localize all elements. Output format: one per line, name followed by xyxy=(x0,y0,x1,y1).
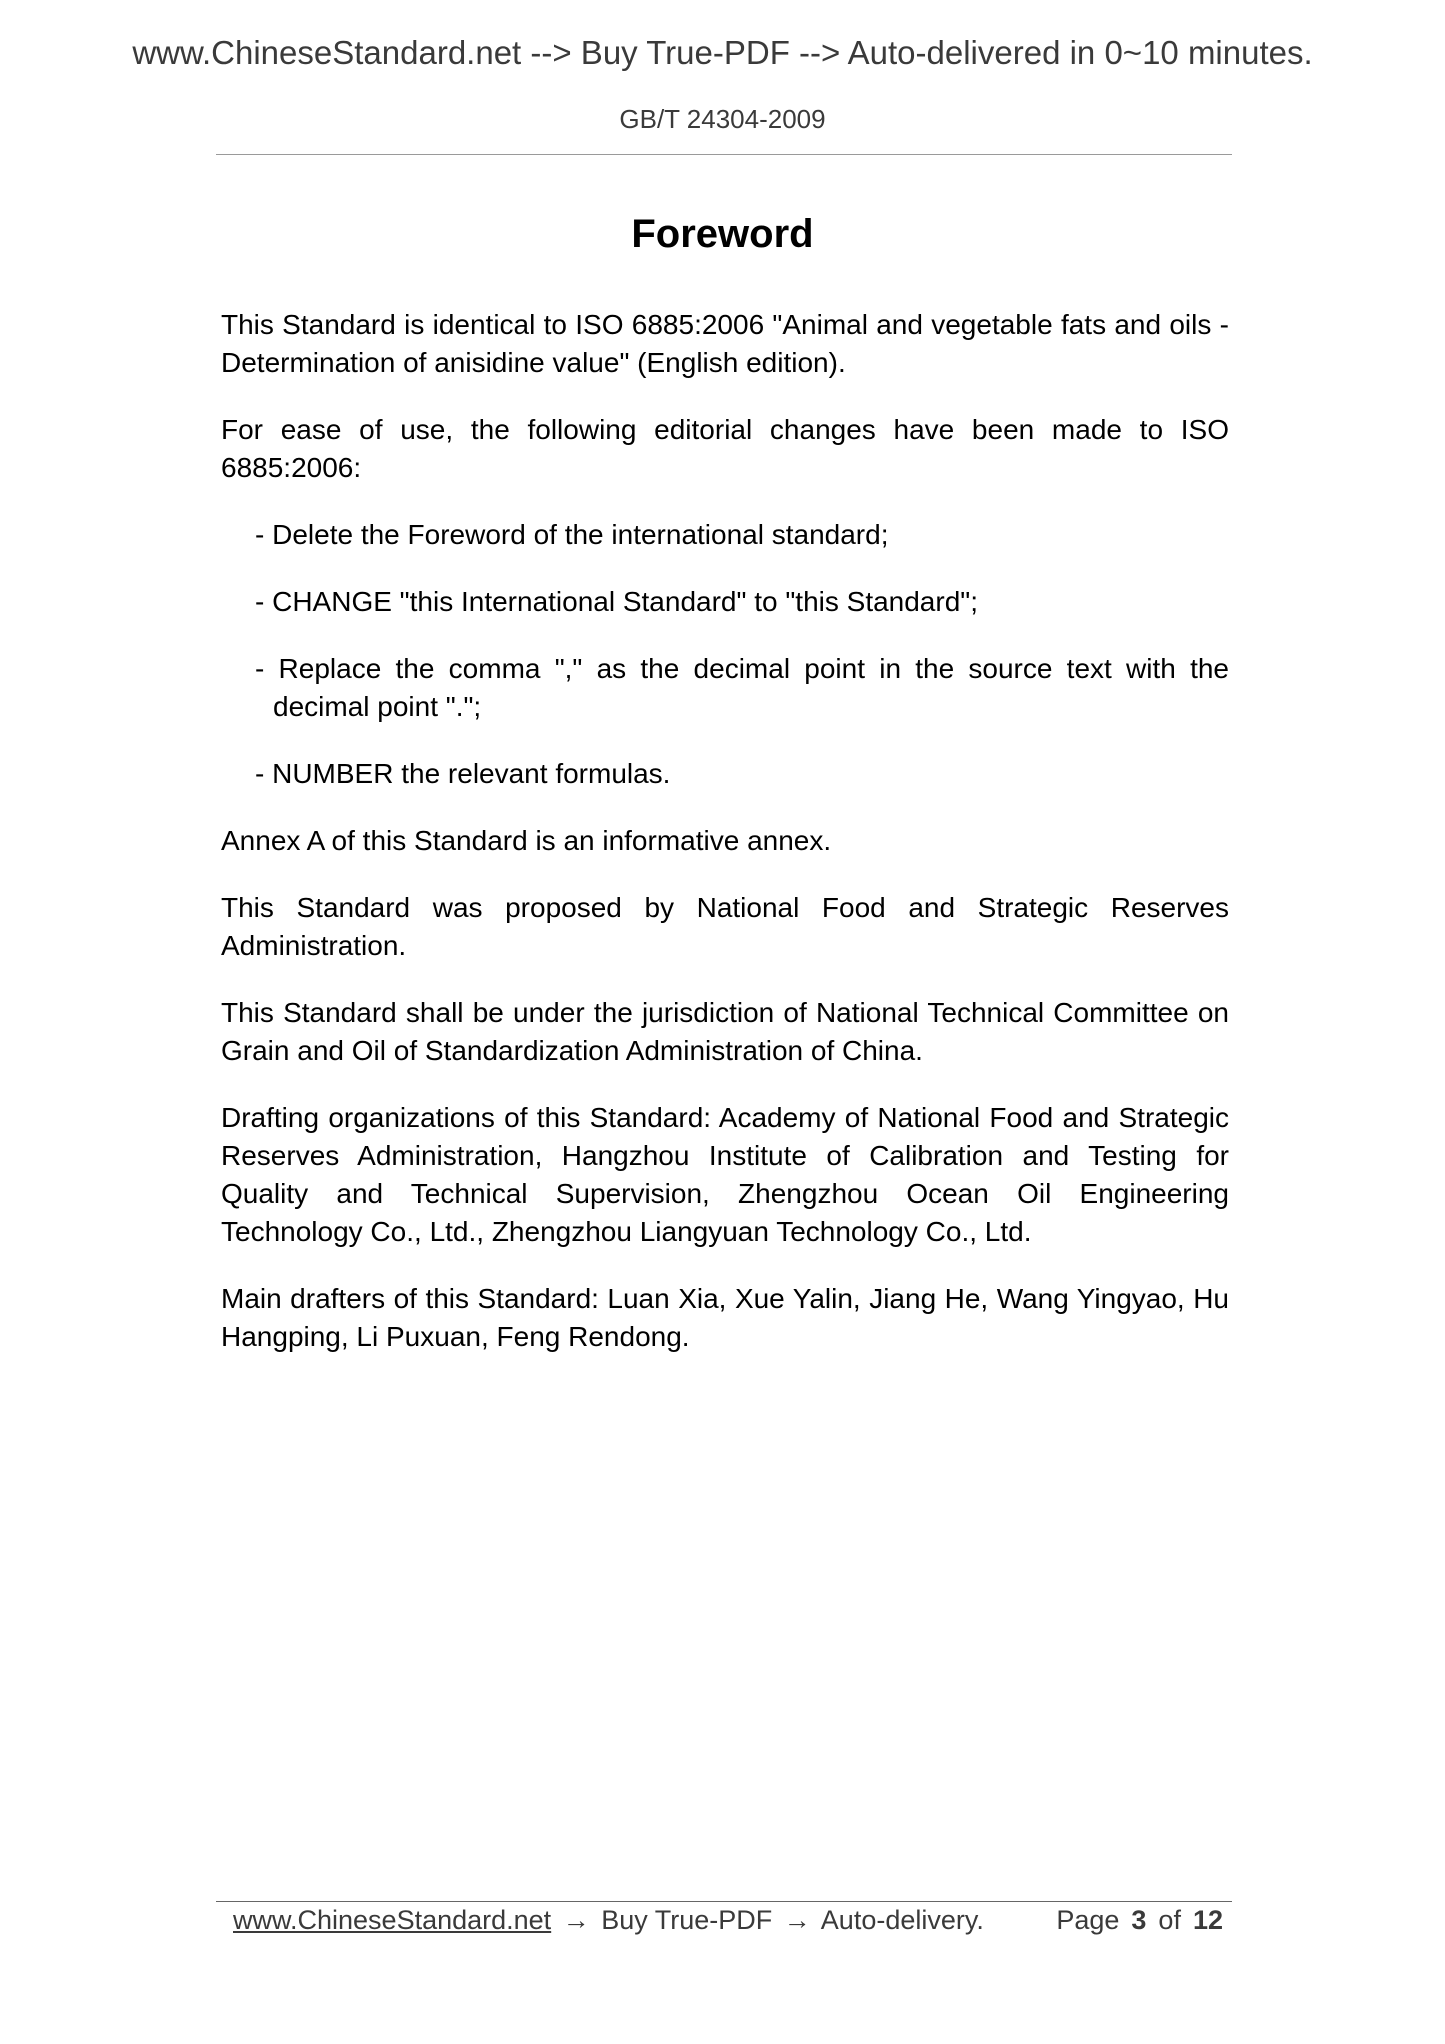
footer-buy-text: Buy True-PDF xyxy=(601,1905,773,1935)
list-item: - Delete the Foreword of the international standard; xyxy=(255,519,889,550)
paragraph-proposed-by: This Standard was proposed by National Food and Strategic Reserves Administration. xyxy=(221,892,1229,961)
footer-promo xyxy=(233,1905,984,1936)
top-banner: www.ChineseStandard.net --> Buy True-PDF --> Auto-delivered in 0~10 minutes. xyxy=(132,34,1313,71)
list-item: - Replace the comma "," as the decimal point in the source text with the decimal point "."; xyxy=(255,653,1229,722)
paragraph-jurisdiction: This Standard shall be under the jurisdiction of National Technical Committee on Grain and Oil of Standardization Administration of China. xyxy=(221,997,1229,1066)
paragraph-drafting-organizations: Drafting organizations of this Standard: Academy of National Food and Strategic Reserves Administration, Hangzhou Institute of Calibration and Testing for Quality and Technical Supervision, Zhengzhou Ocean Oil Engineering Technology Co., Ltd., Zhengzhou Liangyuan Technology Co., Ltd. xyxy=(221,1102,1229,1247)
page-title: Foreword xyxy=(631,212,814,256)
foreword-body xyxy=(221,306,1229,1385)
document-code: GB/T 24304-2009 xyxy=(619,104,826,134)
header-divider xyxy=(216,154,1232,155)
footer-divider xyxy=(216,1901,1232,1902)
footer-site-link[interactable]: www.ChineseStandard.net xyxy=(233,1905,552,1935)
paragraph-annex: Annex A of this Standard is an informative annex. xyxy=(221,825,832,856)
list-item: - NUMBER the relevant formulas. xyxy=(255,758,671,789)
page-number xyxy=(1056,1905,1223,1936)
page-of-label: of xyxy=(1158,1905,1181,1935)
footer-delivery-text: Auto-delivery. xyxy=(820,1905,984,1935)
page-label: Page xyxy=(1056,1905,1120,1935)
page-total: 12 xyxy=(1192,1905,1223,1935)
list-item: - CHANGE "this International Standard" to "this Standard"; xyxy=(255,586,978,617)
page-current: 3 xyxy=(1131,1905,1147,1935)
paragraph-main-drafters: Main drafters of this Standard: Luan Xia, Xue Yalin, Jiang He, Wang Yingyao, Hu Hangping, Li Puxuan, Feng Rendong. xyxy=(221,1283,1229,1352)
arrow-right-icon: → xyxy=(562,1905,590,1935)
paragraph-editorial-changes: For ease of use, the following editorial changes have been made to ISO 6885:2006: xyxy=(221,414,1229,483)
paragraph-identical-standard: This Standard is identical to ISO 6885:2006 "Animal and vegetable fats and oils - Determination of anisidine value" (English edition). xyxy=(221,309,1229,378)
arrow-right-icon: → xyxy=(783,1905,811,1935)
